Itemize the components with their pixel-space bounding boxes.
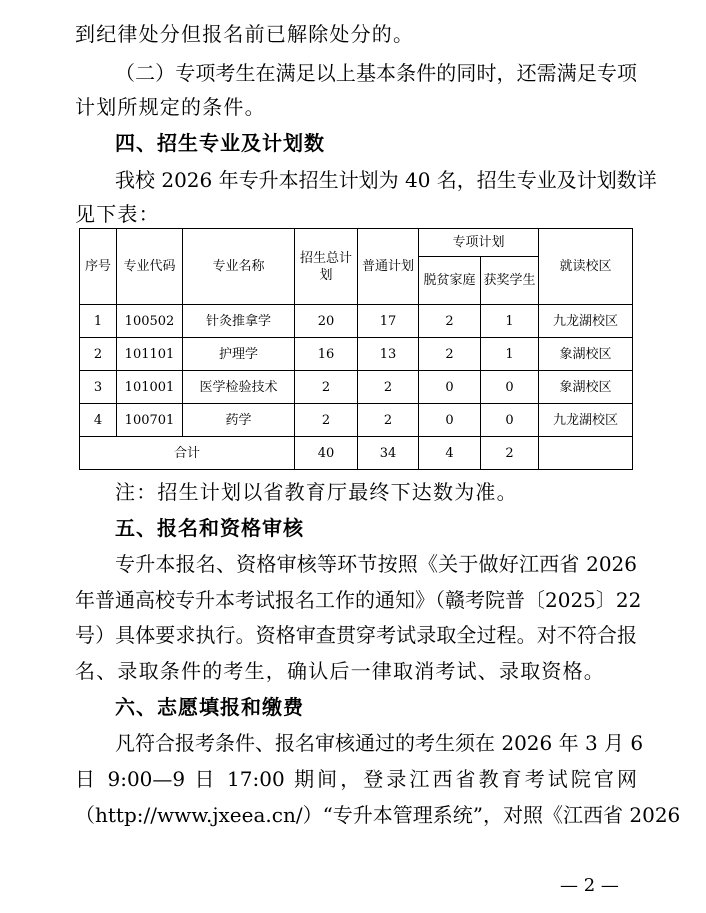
paragraph-line: （http://www.jxeea.cn/）“专升本管理系统”，对照《江西省 2026: [75, 803, 681, 827]
cell-seq: 2: [80, 338, 117, 371]
cell-name: 药学: [183, 404, 295, 437]
cell-seq: 1: [80, 305, 117, 338]
header-poverty: 脱贫家庭: [419, 257, 481, 305]
header-award: 获奖学生: [481, 257, 539, 305]
cell-total: 20: [295, 305, 358, 338]
cell-general: 13: [358, 338, 419, 371]
cell-general: 2: [358, 371, 419, 404]
enrollment-plan-table: [79, 228, 633, 470]
total-campus: [539, 437, 633, 470]
paragraph-line: 号）具体要求执行。资格审查贯穿考试录取全过程。对不符合报: [75, 623, 637, 647]
cell-total: 16: [295, 338, 358, 371]
header-general: 普通计划: [358, 229, 419, 305]
table-row: [80, 305, 633, 338]
paragraph-line: 专升本报名、资格审核等环节按照《关于做好江西省 2026: [115, 552, 637, 576]
cell-poverty: 2: [419, 338, 481, 371]
header-seq: 序号: [80, 229, 117, 305]
page-number: — 2 —: [560, 875, 619, 896]
paragraph-line: （二）专项考生在满足以上基本条件的同时，还需满足专项: [115, 61, 637, 85]
section-heading: 五、报名和资格审核: [115, 516, 304, 540]
paragraph-line: 凡符合报考条件、报名审核通过的考生须在 2026 年 3 月 6: [115, 731, 644, 755]
cell-campus: 象湖校区: [539, 371, 633, 404]
cell-code: 101001: [117, 371, 183, 404]
cell-name: 护理学: [183, 338, 295, 371]
header-name: 专业名称: [183, 229, 295, 305]
cell-total: 2: [295, 404, 358, 437]
cell-seq: 3: [80, 371, 117, 404]
paragraph-line: 日 9:00—9 日 17:00 期间，登录江西省教育考试院官网: [75, 767, 637, 791]
total-poverty: 4: [419, 437, 481, 470]
paragraph-line: 名、录取条件的考生，确认后一律取消考试、录取资格。: [75, 659, 605, 683]
total-total: 40: [295, 437, 358, 470]
paragraph-line: 我校 2026 年专升本招生计划为 40 名，招生专业及计划数详: [115, 168, 657, 192]
cell-award: 1: [481, 338, 539, 371]
cell-campus: 象湖校区: [539, 338, 633, 371]
table-note: 注：招生计划以省教育厅最终下达数为准。: [115, 480, 518, 504]
cell-award: 1: [481, 305, 539, 338]
cell-poverty: 2: [419, 305, 481, 338]
header-campus: 就读校区: [539, 229, 633, 305]
cell-poverty: 0: [419, 371, 481, 404]
header-total: 招生总计划: [295, 229, 358, 305]
cell-code: 101101: [117, 338, 183, 371]
cell-code: 100502: [117, 305, 183, 338]
header-special: 专项计划: [419, 229, 539, 257]
cell-total: 2: [295, 371, 358, 404]
cell-poverty: 0: [419, 404, 481, 437]
cell-seq: 4: [80, 404, 117, 437]
total-general: 34: [358, 437, 419, 470]
paragraph-line: 年普通高校专升本考试报名工作的通知》（赣考院普〔2025〕22: [75, 588, 642, 612]
paragraph-line: 见下表：: [75, 202, 160, 226]
section-heading: 四、招生专业及计划数: [115, 131, 325, 155]
total-award: 2: [481, 437, 539, 470]
cell-award: 0: [481, 371, 539, 404]
total-label: 合计: [80, 437, 295, 470]
cell-name: 针灸推拿学: [183, 305, 295, 338]
table-row: [80, 371, 633, 404]
header-code: 专业代码: [117, 229, 183, 305]
cell-campus: 九龙湖校区: [539, 404, 633, 437]
paragraph-line: 到纪律处分但报名前已解除处分的。: [75, 22, 415, 46]
section-heading: 六、志愿填报和缴费: [115, 695, 304, 719]
table-row: [80, 338, 633, 371]
table-row: [80, 404, 633, 437]
cell-award: 0: [481, 404, 539, 437]
cell-code: 100701: [117, 404, 183, 437]
cell-campus: 九龙湖校区: [539, 305, 633, 338]
cell-name: 医学检验技术: [183, 371, 295, 404]
total-row: [80, 437, 633, 470]
paragraph-line: 计划所规定的条件。: [75, 95, 266, 119]
cell-general: 2: [358, 404, 419, 437]
cell-general: 17: [358, 305, 419, 338]
